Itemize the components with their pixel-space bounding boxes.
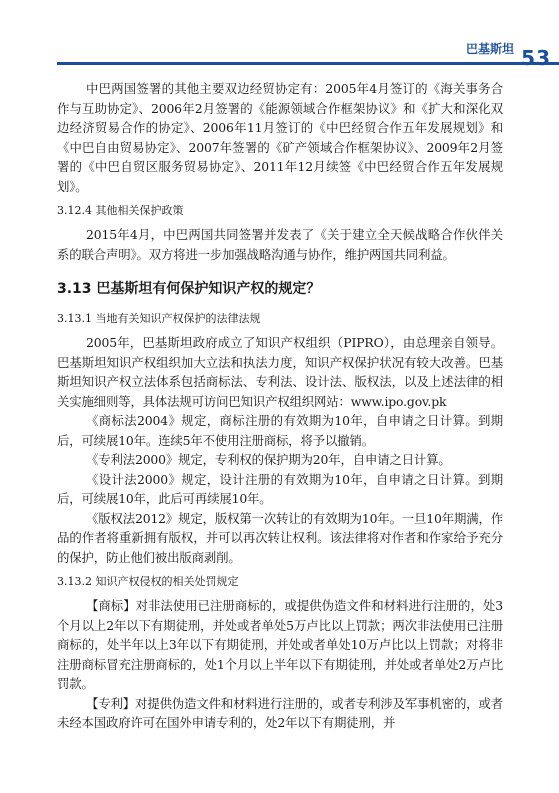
- paragraph-patent-law: 《专利法2000》规定，专利权的保护期为20年，自申请之日计算。: [86, 452, 451, 467]
- paragraph-pipro: 2005年，巴基斯坦政府成立了知识产权组织（PIPRO），由总理亲自领导。巴基斯坦知识产权组织加大立法和执法力度，知识产权保护状况有较大改善。巴基斯坦知识产权立法体系包括商标法、专利法、设计法、版权法，以及上述法律的相关实施细则等，具体法规可访问巴知识产权组织网站：www.ipo.gov.pk: [57, 335, 503, 409]
- heading-3-13-2: 3.13.2 知识产权侵权的相关处罚规定: [57, 575, 239, 588]
- paragraph-copyright-law: 《版权法2012》规定，版权第一次转让的有效期为10年。一旦10年期满，作品的作者将重新拥有版权，并可以再次转让权利。该法律将对作者和作家给予充分的保护，防止他们被出版商剥削。: [57, 510, 503, 565]
- paragraph-trade-agreements: 中巴两国签署的其他主要双边经贸协定有：2005年4月签订的《海关事务合作与互助协定》、2006年2月签署的《能源领域合作框架协议》和《扩大和深化双边经济贸易合作的协定》、2006年11月签订的《中巴经贸合作五年发展规划》和《中巴自由贸易协定》、2007年签署的《矿产领域合作框架协议》、2009年2月签署的《中巴自贸区服务贸易协定》、2011年12月续签《中巴经贸合作五年发展规划》。: [57, 81, 503, 194]
- header-section-label: 巴基斯坦: [465, 42, 514, 56]
- paragraph-penalty-patent: 【专利】对提供伪造文件和材料进行注册的，或者专利涉及军事机密的，或者未经本国政府许可在国外申请专利的，处2年以下有期徒刑，并: [57, 695, 503, 730]
- paragraph-trademark-law: 《商标法2004》规定，商标注册的有效期为10年，自申请之日计算。到期后，可续展10年。连续5年不使用注册商标，将予以撤销。: [57, 413, 503, 448]
- heading-3-13: 3.13 巴基斯坦有何保护知识产权的规定？: [57, 281, 321, 297]
- page-number: 53: [521, 46, 551, 70]
- paragraph-strategic-partnership: 2015年4月，中巴两国共同签署并发表了《关于建立全天候战略合作伙伴关系的联合声明》。双方将进一步加强战略沟通与协作，维护两国共同利益。: [57, 227, 503, 262]
- heading-3-12-4: 3.12.4 其他相关保护政策: [57, 204, 184, 217]
- paragraph-design-law: 《设计法2000》规定，设计注册的有效期为10年，自申请之日计算。到期后，可续展10年，此后可再续展10年。: [57, 471, 503, 506]
- page-body: [57, 79, 503, 733]
- paragraph-penalty-trademark: 【商标】对非法使用已注册商标的，或提供伪造文件和材料进行注册的，处3个月以上2年以下有期徒刑，并处或者单处5万卢比以上罚款；两次非法使用已注册商标的，处半年以上3年以下有期徒刑，并处或者单处10万卢比以上罚款；对将非注册商标冒充注册商标的，处1个月以上半年以下有期徒刑，并处或者单处2万卢比罚款。: [57, 598, 503, 691]
- header-rule: [57, 62, 559, 65]
- heading-3-13-1: 3.13.1 当地有关知识产权保护的法律法规: [57, 312, 261, 325]
